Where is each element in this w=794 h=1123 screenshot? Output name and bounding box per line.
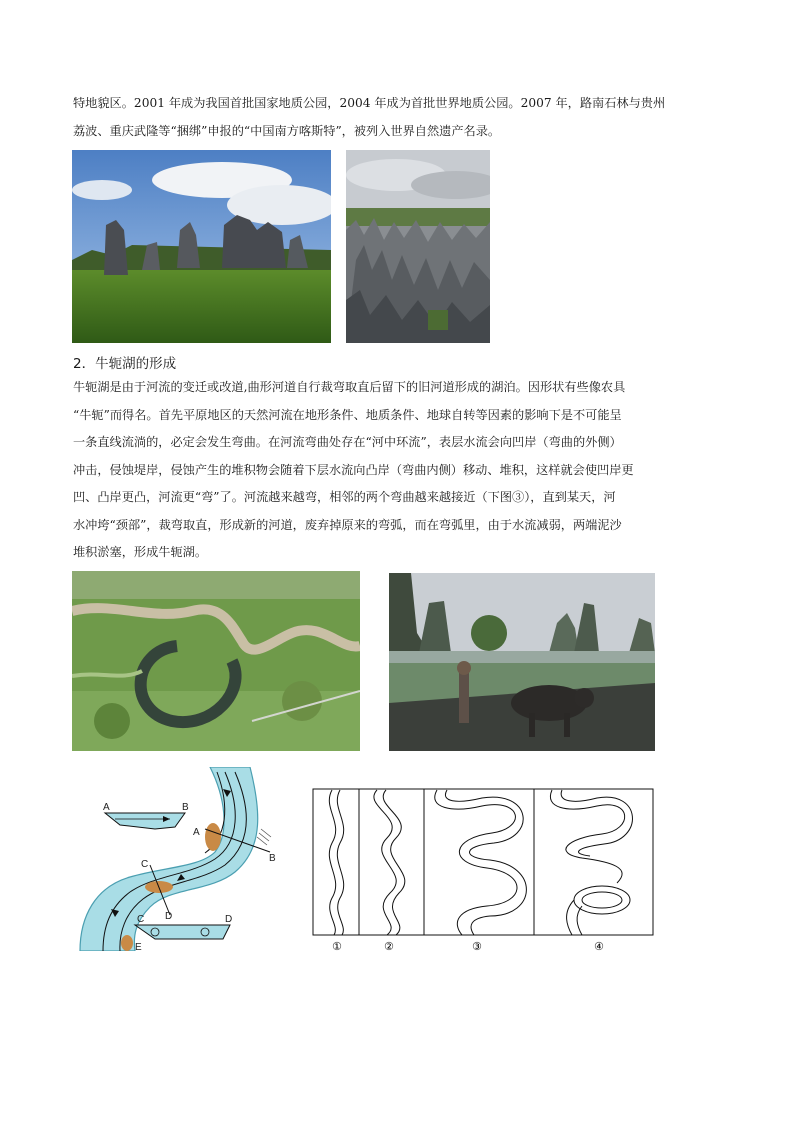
stone-forest-pinnacles-photo bbox=[346, 150, 490, 343]
section-heading: 2．牛轭湖的形成 bbox=[73, 356, 177, 372]
oxbow-lake-aerial-photo bbox=[72, 571, 360, 751]
label-a-top: A bbox=[103, 802, 110, 813]
label-d-bottom: D bbox=[225, 914, 233, 925]
body-line-3: 一条直线流淌的，必定会发生弯曲。在河流弯曲处存在“河中环流”，表层水流会向凹岸（弯曲的外侧） bbox=[73, 435, 622, 449]
label-d-river: D bbox=[165, 911, 173, 922]
label-b-river: B bbox=[269, 853, 276, 864]
stage-label-3: ③ bbox=[472, 940, 482, 953]
meander-evolution-diagram bbox=[312, 788, 654, 958]
body-line-4: 冲击，侵蚀堤岸，侵蚀产生的堆积物会随着下层水流向凸岸（弯曲内侧）移动、堆积，这样就会使凹岸更 bbox=[73, 462, 634, 477]
body-line-5: 凹、凸岸更凸，河流更“弯”了。河流越来越弯，相邻的两个弯曲越来越接近（下图③），直到某天，河 bbox=[73, 490, 616, 504]
point-bar-deposit-upper bbox=[205, 823, 221, 851]
body-line-2: “牛轭”而得名。首先平原地区的天然河流在地形条件、地质条件、地球自转等因素的影响下是不可能呈 bbox=[73, 407, 622, 422]
oxbow-paragraph bbox=[73, 374, 723, 567]
stage-label-1: ① bbox=[332, 940, 342, 953]
intro-paragraph bbox=[73, 90, 723, 145]
body-line-6: 水冲垮“颈部”，裁弯取直，形成新的河道，废弃掉原来的弯弧，而在弯弧里，由于水流减弱，两端泥沙 bbox=[73, 517, 622, 532]
label-c-bottom: C bbox=[137, 914, 145, 925]
label-c-river: C bbox=[141, 859, 149, 870]
stone-forest-meadow-photo bbox=[72, 150, 331, 343]
stage-label-4: ④ bbox=[594, 940, 604, 953]
intro-line-2: 荔波、重庆武隆等“捆绑”申报的“中国南方喀斯特”，被列入世界自然遗产名录。 bbox=[73, 123, 501, 138]
stage-label-2: ② bbox=[384, 940, 394, 953]
label-e: E bbox=[135, 942, 142, 951]
label-a-river: A bbox=[193, 827, 200, 838]
intro-line-1: 特地貌区。2001 年成为我国首批国家地质公园，2004 年成为首批世界地质公园。2007 年，路南石林与贵州 bbox=[73, 96, 666, 110]
label-b-top: B bbox=[182, 802, 189, 813]
body-line-1: 牛轭湖是由于河流的变迁或改道,曲形河道自行裁弯取直后留下的旧河道形成的湖泊。因形状有些像农具 bbox=[73, 380, 626, 394]
meander-cross-section-diagram bbox=[75, 767, 285, 951]
point-bar-deposit-lower bbox=[121, 935, 133, 951]
body-line-7: 堆积淤塞，形成牛轭湖。 bbox=[73, 545, 208, 559]
farmer-ox-photo bbox=[389, 573, 655, 751]
